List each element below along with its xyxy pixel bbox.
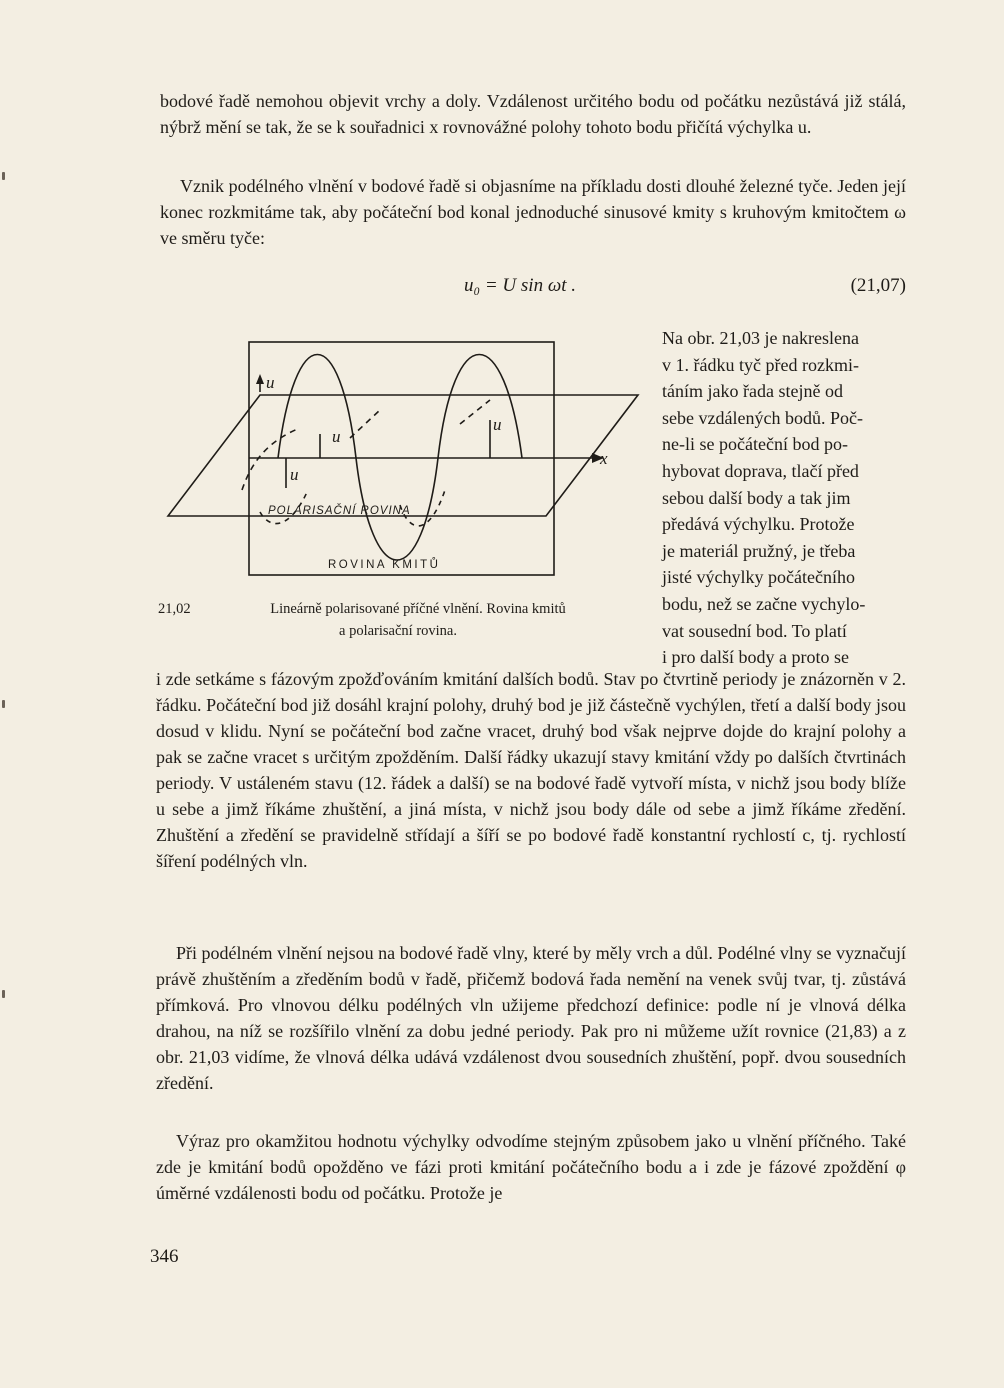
equation-21-07 [460,275,906,297]
page-number: 346 [150,1246,179,1267]
side-line: předává výchylku. Protože [662,514,855,535]
label-u-mid: u [332,427,341,446]
equation-number: (21,07) [850,275,906,296]
label-oscillation-plane: ROVINA KMITŮ [328,559,441,571]
scan-mark [2,172,5,180]
side-line: v 1. řádku tyč před rozkmi- [662,354,859,375]
caption-number: 21,02 [158,601,191,617]
scan-mark [2,700,5,708]
side-line: jisté výchylky počátečního [662,567,855,588]
paragraph-4: Při podélném vlnění nejsou na bodové řadě vlny, které by měly vrch a důl. Podélné vlny se vyznačují právě zhuštěním a zředěním bodů v řadě, přičemž bodová řada nemění na venek svůj tvar, tj. zůstává přímková. Pro vlnovou délku podélných vln užijeme předchozí definice: podle ní je vlnová délka drahou, na níž se rozšířilo vlnění za dobu jedné periody. Pak pro ni můžeme užít rovnice (21,83) a z obr. 21,03 vidíme, že vlnová délka udává vzdálenost dvou sousedních zhuštění, popř. dvou sousedních zředění. [156,943,906,1093]
paragraph-2: Vznik podélného vlnění v bodové řadě si objasníme na příkladu dosti dlouhé železné tyče. Jeden její konec rozkmitáme tak, aby počáteční bod konal jednoduché sinusové kmity s kruhovým kmitočtem ω ve směru tyče: [160,176,906,248]
label-x: x [600,449,608,468]
side-line: i pro další body a proto se [662,647,849,668]
side-line: sebou další body a tak jim [662,487,851,508]
paragraph-1: bodové řadě nemohou objevit vrchy a doly. Vzdálenost určitého bodu od počátku nezůstává již stálá, nýbrž mění se tak, že se k souřadnici x rovnovážné polohy tohoto bodu přičítá výchylka u. [160,91,906,137]
paragraph-5: Výraz pro okamžitou hodnotu výchylky odvodíme stejným způsobem jako u vlnění příčného. Také zde je kmitání bodů opožděno ve fázi proti kmitání počátečního bodu a i zde je fázové zpoždění φ úměrné vzdálenosti bodu od počátku. Protože je [156,1131,906,1203]
caption-line-2: a polarisační rovina. [339,623,457,639]
side-line: bodu, než se začne vychylo- [662,593,866,614]
label-u-right: u [493,415,502,434]
figure-caption [158,598,638,642]
side-line: Na obr. 21,03 je nakreslena [662,328,859,348]
caption-line-1: Lineárně polarisované příčné vlnění. Rovina kmitů [270,601,566,617]
side-line: ne-li se počáteční bod po- [662,434,848,455]
figure-polarized-wave [160,340,640,580]
polarisation-plane [168,395,638,516]
scan-mark [2,990,5,998]
side-line: je materiál pružný, je třeba [662,540,856,561]
side-line: táním jako řada stejně od [662,381,843,402]
side-column-text [662,325,906,671]
side-line: hybovat doprava, tlačí před [662,460,859,481]
side-line: vat sousední bod. To platí [662,620,847,641]
equation-formula: u₀ = U sin ωt . [464,275,577,296]
label-u-axis: u [266,373,275,392]
label-u-low: u [290,465,299,484]
paragraph-3: i zde setkáme s fázovým zpožďováním kmitání dalších bodů. Stav po čtvrtině periody je znázorněn v 2. řádku. Počáteční bod již dosáhl krajní polohy, druhý bod je již částečně vychýlen, třetí a další body jsou dosud v klidu. Nyní se počáteční bod začne vracet, druhý bod však nejprve dojde do krajní polohy a pak se začne vracet s určitým zpožděním. Další řádky ukazují stavy kmitání vždy po dalších čtvrtinách periody. V ustáleném stavu (12. řádek a další) se na bodové řadě vytvoří místa, v nichž jsou body blíže u sebe a jimž říkáme zhuštění, a jiná místa, v nichž jsou body dále od sebe a jimž říkáme zředění. Zhuštění a zředění se pravidelně střídají a šíří se po bodové řadě konstantní rychlostí c, tj. rychlostí šíření podélných vln. [156,669,906,871]
label-polarisation-plane: POLARISAČNÍ ROVINA [268,505,411,517]
side-line: sebe vzdálených bodů. Poč- [662,407,863,428]
